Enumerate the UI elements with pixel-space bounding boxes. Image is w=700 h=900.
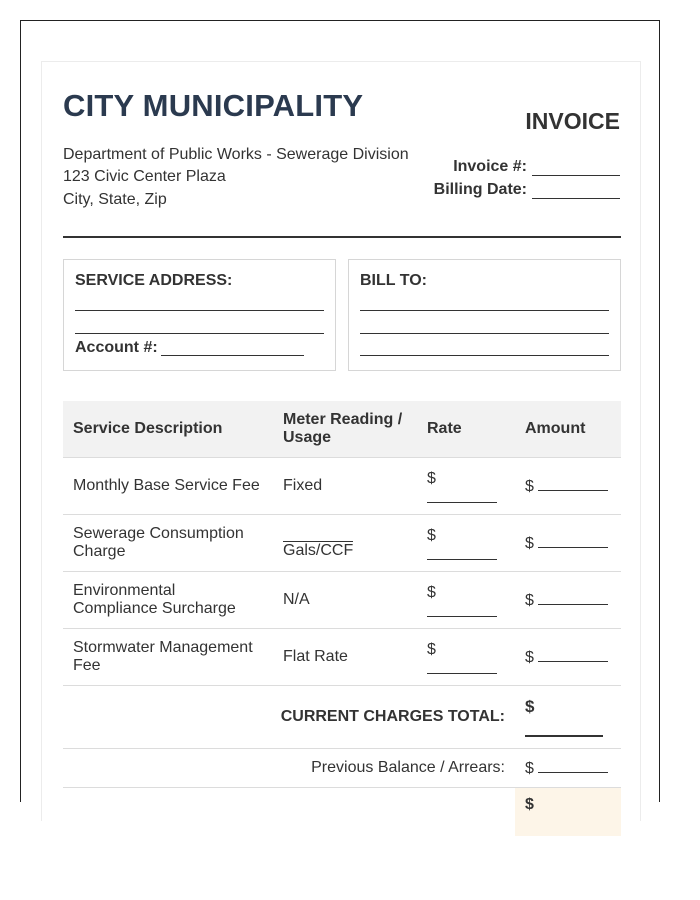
service-address-box (63, 259, 336, 371)
amount-due-row (63, 788, 621, 837)
bill-to-line-1[interactable] (360, 310, 609, 311)
row-description: Environmental Compliance Surcharge (63, 572, 273, 629)
currency-symbol: $ (525, 760, 534, 777)
currency-symbol: $ (427, 526, 436, 544)
rate-blank[interactable] (427, 545, 497, 560)
billing-date-label: Billing Date: (433, 181, 527, 198)
current-charges-total-label: CURRENT CHARGES TOTAL: (63, 686, 515, 749)
rate-blank[interactable] (427, 488, 497, 503)
usage-unit: Gals/CCF (283, 541, 354, 559)
invoice-number-blank[interactable] (532, 161, 620, 176)
row-usage: Flat Rate (273, 629, 417, 686)
row-description: Sewerage Consumption Charge (63, 515, 273, 572)
row-usage[interactable] (273, 515, 417, 572)
previous-balance-label: Previous Balance / Arrears: (63, 749, 515, 788)
currency-symbol: $ (525, 649, 534, 666)
street-line: 123 Civic Center Plaza (63, 168, 226, 185)
amount-due-value[interactable] (515, 788, 621, 837)
organization-title: CITY MUNICIPALITY (63, 88, 364, 123)
row-description: Stormwater Management Fee (63, 629, 273, 686)
row-usage: Fixed (273, 458, 417, 515)
column-header-description: Service Description (63, 401, 273, 458)
column-header-amount: Amount (515, 401, 621, 458)
previous-balance-value[interactable] (515, 749, 621, 788)
total-blank[interactable] (525, 717, 603, 737)
row-rate[interactable] (417, 515, 515, 572)
service-address-line-1[interactable] (75, 310, 324, 311)
amount-blank[interactable] (538, 533, 608, 548)
row-usage: N/A (273, 572, 417, 629)
charges-table (63, 401, 621, 836)
department-line: Department of Public Works - Sewerage Division (63, 146, 409, 163)
amount-blank[interactable] (538, 476, 608, 491)
invoice-heading: INVOICE (525, 108, 620, 134)
row-amount[interactable] (515, 458, 621, 515)
row-rate[interactable] (417, 458, 515, 515)
column-header-usage: Meter Reading / Usage (273, 401, 417, 458)
rate-blank[interactable] (427, 659, 497, 674)
document-frame (20, 20, 660, 813)
account-number-label: Account #: (75, 339, 158, 356)
total-row (63, 686, 621, 749)
row-amount[interactable] (515, 629, 621, 686)
table-row (63, 629, 621, 686)
currency-symbol: $ (525, 796, 534, 813)
previous-balance-blank[interactable] (538, 758, 608, 773)
bill-to-line-3[interactable] (360, 355, 609, 356)
city-line: City, State, Zip (63, 191, 167, 208)
column-header-rate: Rate (417, 401, 515, 458)
row-amount[interactable] (515, 515, 621, 572)
bill-to-line-2[interactable] (360, 333, 609, 334)
table-header-row (63, 401, 621, 458)
service-address-line-2[interactable] (75, 333, 324, 334)
invoice-number-field[interactable] (453, 158, 620, 176)
currency-symbol: $ (427, 469, 436, 487)
table-row (63, 515, 621, 572)
billing-date-blank[interactable] (532, 184, 620, 199)
previous-balance-row (63, 749, 621, 788)
amount-blank[interactable] (538, 590, 608, 605)
table-row (63, 572, 621, 629)
amount-due-label (63, 788, 515, 837)
currency-symbol: $ (525, 592, 534, 609)
bill-to-box (348, 259, 621, 371)
account-number-blank[interactable] (161, 355, 304, 356)
billing-date-field[interactable] (434, 181, 620, 199)
currency-symbol: $ (525, 478, 534, 495)
currency-symbol: $ (427, 640, 436, 658)
row-rate[interactable] (417, 629, 515, 686)
bill-to-label: BILL TO: (360, 272, 427, 289)
row-rate[interactable] (417, 572, 515, 629)
table-row (63, 458, 621, 515)
currency-symbol: $ (525, 697, 535, 716)
current-charges-total-value[interactable] (515, 686, 621, 749)
invoice-number-label: Invoice #: (453, 158, 527, 175)
rate-blank[interactable] (427, 602, 497, 617)
service-address-label: SERVICE ADDRESS: (75, 272, 233, 289)
currency-symbol: $ (525, 535, 534, 552)
header-divider (63, 236, 621, 238)
invoice-page (41, 61, 641, 821)
currency-symbol: $ (427, 583, 436, 601)
row-description: Monthly Base Service Fee (63, 458, 273, 515)
row-amount[interactable] (515, 572, 621, 629)
usage-blank[interactable] (283, 527, 353, 542)
amount-blank[interactable] (538, 647, 608, 662)
